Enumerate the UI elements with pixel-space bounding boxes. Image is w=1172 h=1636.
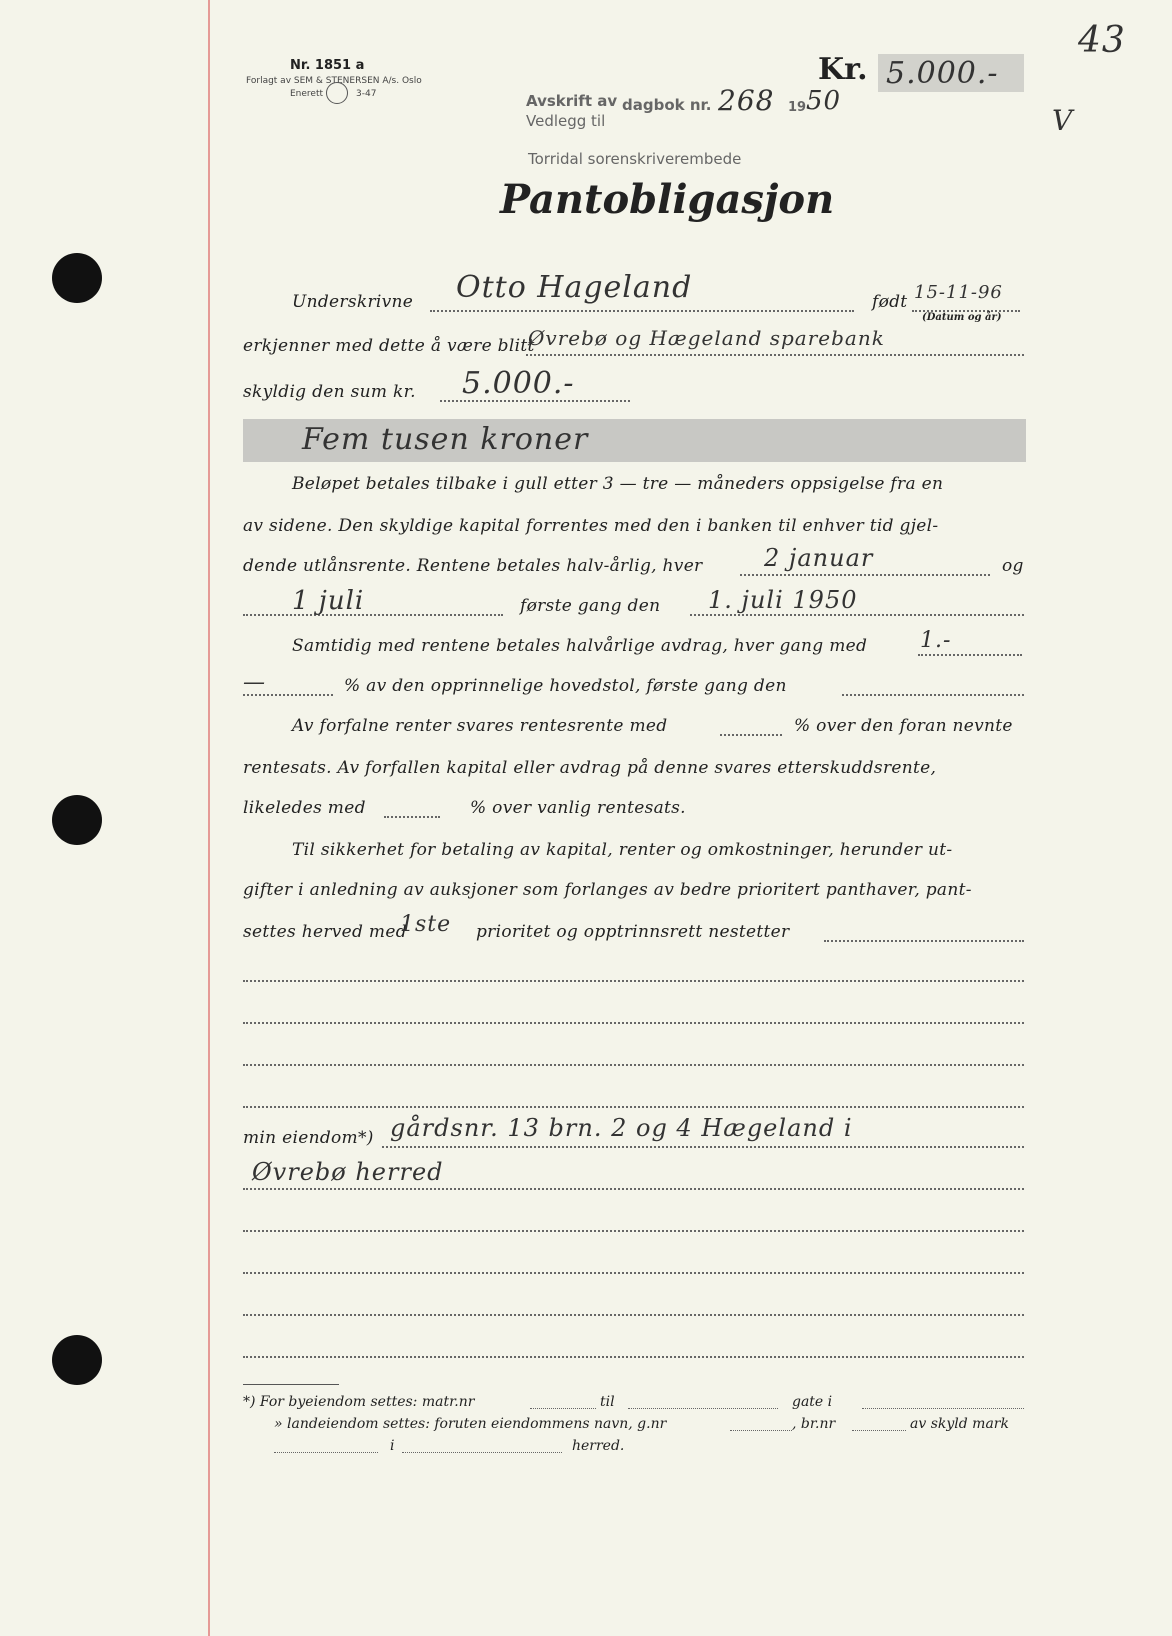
blank-line xyxy=(243,1022,1024,1024)
document-title: Pantobligasjon xyxy=(500,176,835,223)
punch-hole-top xyxy=(52,253,102,303)
footnote-line2b: , br.nr xyxy=(792,1416,836,1432)
blank-line xyxy=(243,1230,1024,1232)
footnote-line3b: herred. xyxy=(572,1438,625,1454)
footnote-line1b: til xyxy=(600,1394,615,1410)
p1-line3-value: 2 januar xyxy=(764,544,874,572)
stamp-dagbok-nr: 268 xyxy=(718,84,775,117)
undersigned-value: Otto Hageland xyxy=(456,270,693,305)
amount-words: Fem tusen kroner xyxy=(302,422,589,457)
punch-hole-middle xyxy=(52,795,102,845)
p1-line3-end: og xyxy=(1002,556,1024,576)
born-label: født xyxy=(872,292,908,312)
p1-line4-mid: første gang den xyxy=(520,596,661,616)
p4-line1: Til sikkerhet for betaling av kapital, renter og omkostninger, herunder ut- xyxy=(292,840,953,860)
rights-label: Enerett xyxy=(290,89,324,99)
owing-value: 5.000.- xyxy=(462,366,575,401)
acknowledge-value: Øvrebø og Hægeland sparebank xyxy=(528,326,885,350)
stamp-vedlegg: Vedlegg til xyxy=(526,112,606,130)
stamp-avskrift: Avskrift av xyxy=(526,92,618,110)
publisher-seal-icon xyxy=(326,82,348,104)
blank-line xyxy=(243,980,1024,982)
p4-line2: gifter i anledning av auksjoner som forlanges av bedre prioritert panthaver, pant- xyxy=(243,880,972,900)
form-number: Nr. 1851 a xyxy=(290,58,365,73)
blank-line xyxy=(243,1356,1024,1358)
stamp-dagbok-label: dagbok nr. xyxy=(622,96,712,114)
p2-line2-value: — xyxy=(243,670,266,695)
footnote-line3a: i xyxy=(390,1438,395,1454)
p2-line1: Samtidig med rentene betales halvårlige avdrag, hver gang med xyxy=(292,636,868,656)
footnote-line2c: av skyld mark xyxy=(910,1416,1009,1432)
p3-line1b: % over den foran nevnte xyxy=(794,716,1013,736)
edition-label: 3-47 xyxy=(356,89,377,99)
p1-line3: dende utlånsrente. Rentene betales halv-årlig, hver xyxy=(243,556,703,576)
p1-line4-value2: 1. juli 1950 xyxy=(708,586,858,614)
p4-line3a: settes herved med xyxy=(243,922,407,942)
page-number: 43 xyxy=(1078,20,1126,61)
p1-line2: av sidene. Den skyldige kapital forrentes med den i banken til enhver tid gjel- xyxy=(243,516,939,536)
undersigned-label: Underskrivne xyxy=(292,292,414,312)
property-value-2: Øvrebø herred xyxy=(252,1158,444,1186)
property-label: min eiendom*) xyxy=(243,1128,374,1148)
blank-line xyxy=(243,1106,1024,1108)
acknowledge-label: erkjenner med dette å være blitt xyxy=(243,336,535,356)
check-mark: V xyxy=(1052,104,1074,137)
p1-line4-value: 1 juli xyxy=(292,586,365,616)
p3-line3a: likeledes med xyxy=(243,798,366,818)
stamp-year-prefix: 19 xyxy=(788,100,807,115)
p4-line3-value: 1ste xyxy=(400,912,452,937)
kr-label: Kr. xyxy=(818,52,868,87)
p1-line1: Beløpet betales tilbake i gull etter 3 — tre — måneders oppsigelse fra en xyxy=(292,474,944,494)
footnote-line2a: » landeiendom settes: foruten eiendommens navn, g.nr xyxy=(274,1416,667,1432)
stamp-office: Torridal sorenskriverembede xyxy=(528,150,742,168)
p3-line3b: % over vanlig rentesats. xyxy=(470,798,686,818)
blank-line xyxy=(243,1272,1024,1274)
punch-hole-bottom xyxy=(52,1335,102,1385)
p2-line2: % av den opprinnelige hovedstol, første gang den xyxy=(344,676,787,696)
red-margin-line xyxy=(208,0,210,1636)
blank-line xyxy=(243,1314,1024,1316)
blank-line xyxy=(243,1064,1024,1066)
footnote-line1a: *) For byeiendom settes: matr.nr xyxy=(243,1394,475,1410)
p4-line3b: prioritet og opptrinnsrett nestetter xyxy=(476,922,790,942)
p2-line1-value: 1.- xyxy=(920,628,952,653)
owing-label: skyldig den sum kr. xyxy=(243,382,416,402)
p3-line1a: Av forfalne renter svares rentesrente med xyxy=(292,716,668,736)
footnote-line1c: gate i xyxy=(792,1394,833,1410)
stamp-year: 50 xyxy=(806,86,842,116)
property-value-1: gårdsnr. 13 brn. 2 og 4 Hægeland i xyxy=(390,1114,853,1142)
p3-line2: rentesats. Av forfallen kapital eller avdrag på denne svares etterskuddsrente, xyxy=(243,758,937,778)
publisher-line: Forlagt av SEM & STENERSEN A/s. Oslo xyxy=(246,76,422,86)
kr-value: 5.000.- xyxy=(886,56,999,91)
footnote-rule xyxy=(243,1384,339,1385)
born-hint: (Datum og år) xyxy=(922,312,1002,323)
born-value: 15-11-96 xyxy=(914,282,1003,303)
